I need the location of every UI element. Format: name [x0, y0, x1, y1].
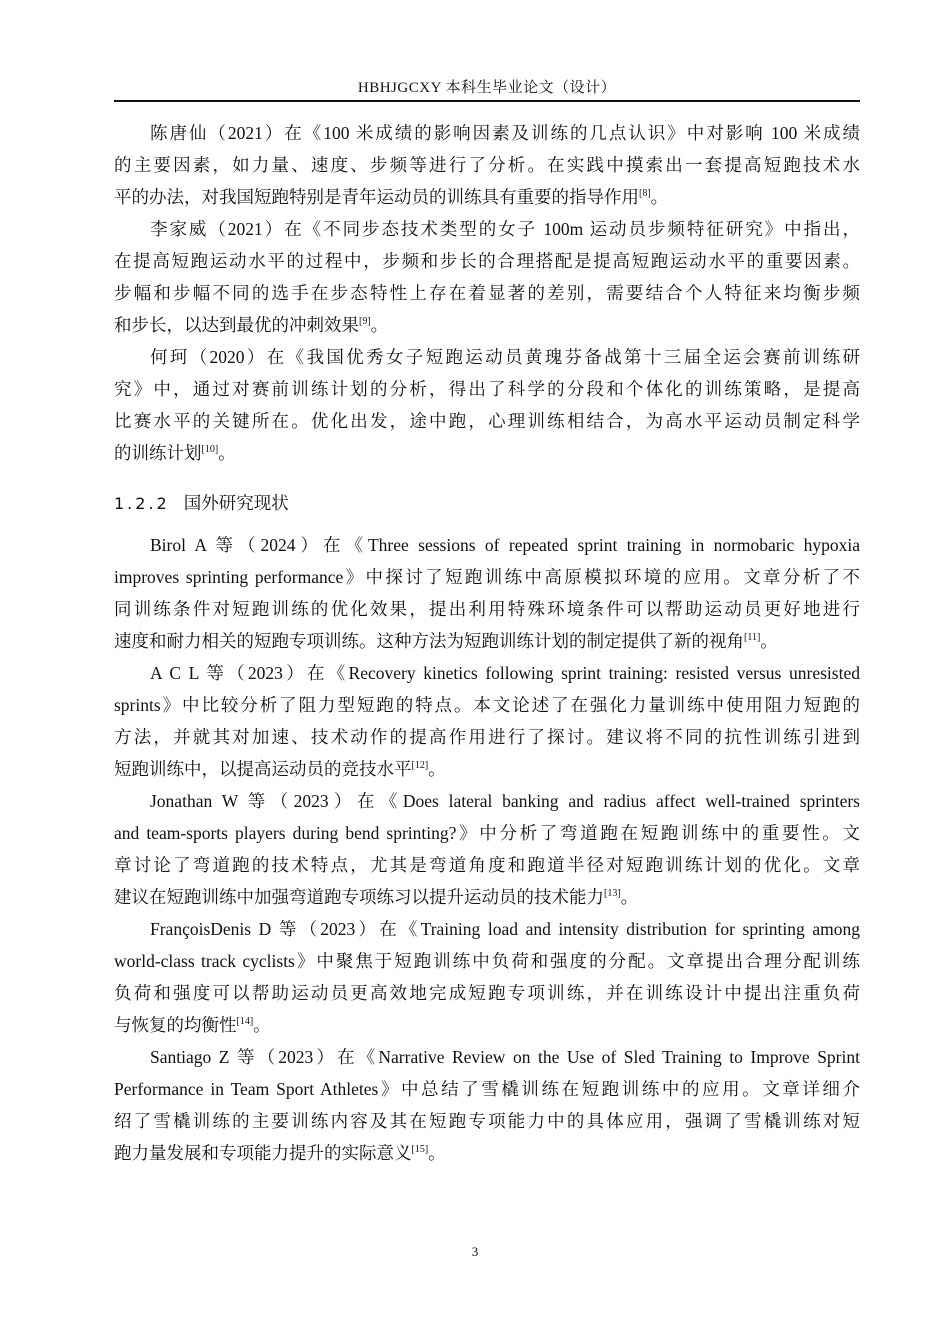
line-text: 章讨论了弯道跑的技术特点，尤其是弯道角度和跑道半径对短跑训练计划的优化。文章: [114, 855, 860, 875]
line-text: 何珂（2020）在《我国优秀女子短跑运动员黄瑰芬备战第十三届全运会赛前训练研: [150, 347, 860, 367]
citation-ref: [12]: [411, 760, 429, 771]
document-body: [114, 117, 860, 1169]
citation-ref: [13]: [604, 888, 621, 899]
text-line: [114, 373, 860, 405]
line-text: 在提高短跑运动水平的过程中，步频和步长的合理搭配是提高短跑运动水平的重要因素。: [114, 251, 860, 271]
text-line: [114, 149, 860, 181]
paragraph: [114, 657, 860, 785]
line-text: world-class track cyclists》中聚焦于短跑训练中负荷和强度的分配。文章提出合理分配训练: [114, 951, 860, 971]
line-text: FrançoisDenis D 等（2023）在《Training load and intensity distribution for sprinting among: [150, 919, 860, 939]
paragraph: [114, 1041, 860, 1169]
citation-ref: [14]: [236, 1016, 254, 1027]
text-line: [114, 1073, 860, 1105]
end-punct: 。: [428, 1143, 446, 1163]
line-text: 跑力量发展和专项能力提升的实际意义: [114, 1143, 412, 1163]
line-text: 负荷和强度可以帮助运动员更高效地完成短跑专项训练，并在训练设计中提出注重负荷: [114, 983, 860, 1003]
text-line: [114, 913, 860, 945]
text-line: [114, 785, 860, 817]
citation-ref: [9]: [359, 316, 371, 327]
paragraph: [114, 341, 860, 469]
line-text: 方法，并就其对加速、技术动作的提高作用进行了探讨。建议将不同的抗性训练引进到: [114, 727, 860, 747]
text-line: [114, 977, 860, 1009]
text-line: [114, 849, 860, 881]
paragraph: [114, 529, 860, 657]
paragraph: [114, 913, 860, 1041]
end-punct: 。: [760, 631, 778, 651]
line-text: 同训练条件对短跑训练的优化效果，提出利用特殊环境条件可以帮助运动员更好地进行: [114, 599, 860, 619]
text-line: [114, 625, 860, 657]
line-text: 比赛水平的关键所在。优化出发，途中跑，心理训练相结合，为高水平运动员制定科学: [114, 411, 860, 431]
line-text: Santiago Z 等（2023）在《Narrative Review on the Use of Sled Training to Improve Sprint: [150, 1047, 860, 1067]
line-text: improves sprinting performance》中探讨了短跑训练中高原模拟环境的应用。文章分析了不: [114, 567, 860, 587]
line-text: and team-sports players during bend sprinting?》中分析了弯道跑在短跑训练中的重要性。文: [114, 823, 860, 843]
citation-ref: [10]: [201, 444, 219, 455]
text-line: [114, 945, 860, 977]
end-punct: 。: [370, 315, 389, 335]
line-text: Performance in Team Sport Athletes》中总结了雪橇训练在短跑训练中的应用。文章详细介: [114, 1079, 860, 1099]
text-line: [114, 277, 860, 309]
line-text: 建议在短跑训练中加强弯道跑专项练习以提升运动员的技术能力: [114, 887, 604, 907]
line-text: Jonathan W 等（2023）在《Does lateral banking and radius affect well-trained sprinters: [150, 791, 860, 811]
text-line: [114, 689, 860, 721]
text-line: [114, 117, 860, 149]
text-line: [114, 529, 860, 561]
text-line: [114, 1105, 860, 1137]
text-line: [114, 657, 860, 689]
text-line: [114, 245, 860, 277]
page-number: 3: [471, 1244, 479, 1259]
line-text: 陈唐仙（2021）在《100 米成绩的影响因素及训练的几点认识》中对影响 100 米成绩: [150, 123, 860, 143]
text-line: [114, 181, 860, 213]
text-line: [114, 817, 860, 849]
line-text: Birol A 等（2024）在《Three sessions of repeated sprint training in normobaric hypoxia: [150, 535, 860, 555]
text-line: [114, 405, 860, 437]
line-text: 的主要因素，如力量、速度、步频等进行了分析。在实践中摸索出一套提高短跑技术水: [114, 155, 860, 175]
paragraphs-domestic: [114, 117, 860, 469]
line-text: 的训练计划: [114, 443, 202, 463]
line-text: 短跑训练中，以提高运动员的竞技水平: [114, 759, 412, 779]
text-line: [114, 437, 860, 469]
paragraphs-foreign: [114, 529, 860, 1169]
section-number: 1.2.2: [114, 494, 170, 513]
end-punct: 。: [650, 187, 669, 207]
section-title: 国外研究现状: [183, 494, 289, 514]
line-text: 步幅和步幅不同的选手在步态特性上存在着显著的差别，需要结合个人特征来均衡步频: [114, 283, 860, 303]
end-punct: 。: [218, 443, 236, 463]
line-text: 平的办法，对我国短跑特别是青年运动员的训练具有重要的指导作用: [114, 187, 639, 207]
text-line: [114, 721, 860, 753]
end-punct: 。: [620, 887, 639, 907]
header-rule: [114, 100, 860, 102]
text-line: [114, 881, 860, 913]
paragraph: [114, 117, 860, 213]
line-text: 李家威（2021）在《不同步态技术类型的女子 100m 运动员步频特征研究》中指出，: [150, 219, 860, 239]
page-header: HBHJGCXY 本科生毕业论文（设计）: [357, 80, 617, 96]
text-line: [114, 753, 860, 785]
text-line: [114, 1041, 860, 1073]
line-text: 绍了雪橇训练的主要训练内容及其在短跑专项能力中的具体应用，强调了雪橇训练对短: [114, 1111, 860, 1131]
section-heading: [114, 488, 860, 520]
line-text: 究》中，通过对赛前训练计划的分析，得出了科学的分段和个体化的训练策略，是提高: [114, 379, 860, 399]
text-line: [114, 561, 860, 593]
paragraph: [114, 785, 860, 913]
line-text: sprints》中比较分析了阻力型短跑的特点。本文论述了在强化力量训练中使用阻力短跑的: [114, 695, 860, 715]
line-text: A C L 等（2023）在《Recovery kinetics following sprint training: resisted versus unresisted: [150, 663, 860, 683]
line-text: 与恢复的均衡性: [114, 1015, 237, 1035]
end-punct: 。: [428, 759, 446, 779]
text-line: [114, 213, 860, 245]
citation-ref: [15]: [411, 1144, 429, 1155]
paragraph: [114, 213, 860, 341]
text-line: [114, 309, 860, 341]
line-text: 速度和耐力相关的短跑专项训练。这种方法为短跑训练计划的制定提供了新的视角: [114, 631, 744, 651]
citation-ref: [11]: [744, 632, 761, 643]
end-punct: 。: [253, 1015, 271, 1035]
citation-ref: [8]: [639, 188, 651, 199]
text-line: [114, 1137, 860, 1169]
text-line: [114, 1009, 860, 1041]
line-text: 和步长，以达到最优的冲刺效果: [114, 315, 359, 335]
text-line: [114, 341, 860, 373]
text-line: [114, 593, 860, 625]
